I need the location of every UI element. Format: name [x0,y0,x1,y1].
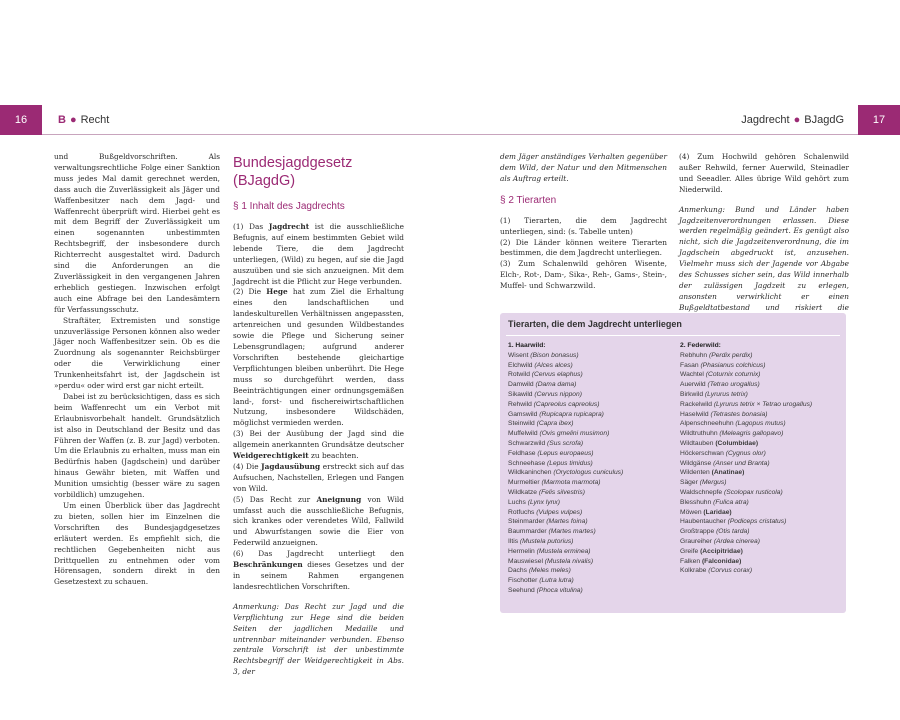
section-1-para-3: (3) Bei der Ausübung der Jagd sind die allgemein anerkannten Grundsätze deutscher Weidgerechtigkeit zu beachten. [233,429,404,461]
species-row [508,586,673,596]
species-name: Rebhuhn [680,351,710,359]
species-name: Fasan [680,361,701,369]
species-row [508,517,673,527]
species-row [508,478,673,488]
page-number-right: 17 [858,105,900,135]
species-scientific-name: (Lyrurus tetrix) [704,390,748,398]
section-2-para-2: (2) Die Länder können weitere Tierarten bestimmen, die dem Jagdrecht unterliegen. [500,237,667,258]
species-name: Wildtauben [680,439,716,447]
species-row [680,488,840,498]
species-row [508,380,673,390]
species-row [508,351,673,361]
species-scientific-name: (Capra ibex) [536,420,574,428]
section-2-para-1: (1) Tierarten, die dem Jagdrecht unterliegen, sind: (s. Tabelle unten) [500,215,667,236]
species-row [508,527,673,537]
species-name: Rotfuchs [508,508,537,516]
species-row [508,566,673,576]
species-row [680,478,840,488]
species-row [680,508,840,518]
species-name: Wildenten [680,469,712,477]
species-scientific-name: (Cygnus olor) [725,449,766,457]
species-row [680,449,840,459]
running-header-left [58,105,109,135]
species-family-name: (Columbidae) [715,439,759,447]
species-scientific-name: (Mergus) [699,479,727,487]
page-number-left: 16 [0,105,42,135]
species-row [508,429,673,439]
species-name: Feldhase [508,449,538,457]
species-name: Muffelwild [508,430,540,438]
species-name: Höckerschwan [680,449,726,457]
species-name: Falken [680,557,702,565]
species-scientific-name: (Meleagris gallopavo) [719,430,784,438]
species-row [680,410,840,420]
species-name: Baummarder [508,528,549,536]
species-scientific-name: (Lynx lynx) [527,498,560,506]
species-name: Möwen [680,508,704,516]
species-row [680,429,840,439]
species-row [680,566,840,576]
species-name: Kolkrabe [680,567,709,575]
species-scientific-name: (Bison bonasus) [530,351,579,359]
species-name: Luchs [508,498,528,506]
species-row [680,468,840,478]
species-scientific-name: (Ardea cinerea) [713,537,760,545]
species-name: Großtrappe [680,528,717,536]
species-row [680,547,840,557]
species-name: Sikawild [508,390,535,398]
species-scientific-name: (Podiceps cristatus) [727,518,787,526]
column-intro [54,152,220,588]
species-name: Graureiher [680,537,714,545]
species-name: Schwarzwild [508,439,548,447]
species-row [508,557,673,567]
species-row [680,537,840,547]
species-row [680,517,840,527]
chapter-letter: B [58,114,66,126]
species-row [680,557,840,567]
section-2-para-3: (3) Zum Schalenwild gehören Wisente, Elch-, Rot-, Dam-, Sika-, Reh-, Gams-, Stein-, Muffel- und Schwarzwild. [500,259,667,291]
species-scientific-name: (Mustela erminea) [536,547,591,555]
species-scientific-name: (Fulica atra) [713,498,749,506]
species-name: Hermelin [508,547,537,555]
species-scientific-name: (Oryctologus cuniculus) [553,469,624,477]
species-scientific-name: (Marmota marmota) [541,479,601,487]
section-1-para-1: (1) Das Jagdrecht ist die ausschließliche Befugnis, auf einem bestimmten Gebiet wild lebende Tiere, die dem Jagdrecht unterliegen, (Wild) zu hegen, auf sie die Jagd auszuüben und sie sich anzueignen. Mit dem Jagdrecht ist die Pflicht zur Hege verbunden. [233,222,404,286]
species-name: Steinmarder [508,518,547,526]
species-family-name: (Accipitridae) [700,547,743,555]
section-2-heading: § 2 Tierarten [500,194,557,206]
species-row [508,576,673,586]
species-name: Haubentaucher [680,518,728,526]
right-page [450,0,900,720]
species-scientific-name: (Vulpes vulpes) [536,508,583,516]
species-row [508,459,673,469]
species-scientific-name: (Capreolus capreolus) [533,400,600,408]
species-table-title: Tierarten, die dem Jagdrecht unterliegen [508,319,682,329]
intro-paragraph-1: und Bußgeldvorschriften. Als verwaltungsrechtliche Folge einer Sanktion muss jedes Mal damit gerechnet werden, dass auch die Zuverlässigkeit als Jäger und Waffenbesitzer nach dem Jagd- und Waffenrecht überprüft wird. Hierbei geht es mit dem Begriff der Zuverlässigkeit um einen sogenannten unbestimmten Rechtsbegriff, der insbesondere durch Richterrecht ausgestaltet wird. Dadurch sind die Anforderungen an die Zuverlässigkeit in den vergangenen Jahren erheblich gestiegen. Inzwischen erfolgt auch eine Abfrage bei den Landesämtern für Verfassungsschutz. [54,152,220,314]
species-scientific-name: (Perdix perdix) [709,351,753,359]
species-scientific-name: (Mustela putorius) [519,537,574,545]
species-name: Wildkatze [508,488,539,496]
column-section-2 [500,152,667,292]
header-rule-right [450,134,858,135]
species-row [508,361,673,371]
species-scientific-name: (Martes foina) [546,518,588,526]
species-name: Mauswiesel [508,557,545,565]
haarwild-column [508,341,673,596]
species-row [680,439,840,449]
species-row [680,527,840,537]
species-name: Wildkaninchen [508,469,554,477]
species-name: Fischotter [508,577,540,585]
species-scientific-name: (Alces alces) [534,361,573,369]
species-scientific-name: (Lepus timidus) [547,459,593,467]
species-name: Wildgänse [680,459,714,467]
column-section-1 [233,152,404,678]
running-header-right [741,105,844,135]
species-scientific-name: (Dama dama) [535,381,577,389]
species-scientific-name: (Anser und Branta) [713,459,770,467]
species-scientific-name: (Cervus nippon) [534,390,582,398]
species-row [508,498,673,508]
species-scientific-name: (Tetrastes bonasia) [710,410,768,418]
federwild-heading: 2. Federwild: [680,342,721,349]
section-1-para-6: (6) Das Jagdrecht unterliegt den Beschränkungen dieses Gesetzes und der in seinem Rahmen ergangenen landesrechtlichen Vorschriften. [233,549,404,591]
section-1-heading: § 1 Inhalt des Jagdrechts [233,201,345,212]
species-scientific-name: (Cervus elaphus) [531,371,583,379]
species-scientific-name: (Lyrurus tetrix × Tetrao urogallus) [713,400,813,408]
species-name: Wachtel [680,371,706,379]
species-table [500,313,846,613]
section-1-para-4: (4) Die Jagdausübung erstreckt sich auf das Aufsuchen, Nachstellen, Erlegen und Fangen von Wild. [233,461,405,493]
section-1-note: Anmerkung: Das Recht zur Jagd und die Verpflichtung zur Hege sind die beiden Seiten der jagdlichen Medaille und untrennbar miteinander verbunden. Ebenso zentrale Vorschrift ist der unbestimmte Rechtsbegriff der Weidgerechtigkeit in Abs. 3, der [233,601,404,677]
right-chapter-title: Jagdrecht [741,114,790,126]
species-row [508,439,673,449]
species-row [508,547,673,557]
species-name: Murmeltier [508,479,542,487]
species-name: Rehwild [508,400,534,408]
species-family-name: (Anatinae) [711,469,745,477]
species-name: Seehund [508,586,537,594]
federwild-column [680,341,840,576]
species-name: Wildtruthuhn [680,430,720,438]
species-row [508,419,673,429]
species-name: Rackelwild [680,400,714,408]
species-name: Alpenschneehuhn [680,420,736,428]
bullet-icon: ● [69,114,77,126]
section-2-para-4: (4) Zum Hochwild gehören Schalenwild außer Rehwild, ferner Auerwild, Steinadler und Seeadler. Alles übrige Wild gehört zum Niederwild. [679,152,849,194]
species-scientific-name: (Meles meles) [528,567,571,575]
species-row [508,400,673,410]
species-scientific-name: (Phoca vitulina) [536,586,583,594]
species-name: Wisent [508,351,531,359]
species-name: Blesshuhn [680,498,714,506]
species-row [508,410,673,420]
species-family-name: (Falconidae) [701,557,742,565]
species-scientific-name: (Mustela nivalis) [544,557,594,565]
species-scientific-name: (Otis tarda) [716,528,750,536]
species-table-rule [506,335,840,336]
species-row [508,370,673,380]
species-scientific-name: (Lutra lutra) [539,577,574,585]
note-continuation: dem Jäger anständiges Verhalten gegenüber dem Wild, der Natur und den Mitmenschen als Auftrag erteilt. [500,152,667,183]
species-name: Iltis [508,537,520,545]
species-name: Waldschnepfe [680,488,724,496]
haarwild-heading: 1. Haarwild: [508,342,546,349]
species-row [508,488,673,498]
header-rule-left [42,134,450,135]
species-scientific-name: (Tetrao urogallus) [707,381,760,389]
species-name: Auerwild [680,381,708,389]
species-row [680,370,840,380]
species-scientific-name: (Coturnix coturnix) [705,371,761,379]
species-row [680,361,840,371]
species-row [680,400,840,410]
right-section: BJagdG [804,114,844,126]
species-name: Säger [680,479,700,487]
column-section-2-cont [679,152,849,325]
species-row [508,449,673,459]
species-row [680,380,840,390]
species-name: Greife [680,547,701,555]
species-row [680,419,840,429]
species-scientific-name: (Sus scrofa) [547,439,584,447]
species-name: Steinwild [508,420,537,428]
section-1-para-5: (5) Das Recht zur Aneignung von Wild umfasst auch die ausschließliche Befugnis, sich krankes oder verendetes Wild, Fallwild und Abwurfstangen sowie die Eier von Federwild anzueignen. [233,494,404,548]
species-family-name: (Laridae) [703,508,732,516]
species-scientific-name: (Lepus europaeus) [537,449,594,457]
species-name: Rotwild [508,371,532,379]
species-name: Schneehase [508,459,548,467]
species-name: Gamswild [508,410,540,418]
species-scientific-name: (Martes martes) [548,528,596,536]
species-name: Dachs [508,567,529,575]
species-scientific-name: (Phasianus colchicus) [700,361,766,369]
species-scientific-name: (Felis silvestris) [538,488,585,496]
species-name: Birkwild [680,390,705,398]
species-name: Haselwild [680,410,711,418]
species-row [680,390,840,400]
section-1-para-2: (2) Die Hege hat zum Ziel die Erhaltung eines den landschaftlichen und landeskulturellen Verhältnissen angepassten, artenreichen und gesunden Wildbestandes sowie die Pflege und Sicherung seiner Lebensgrundlagen; aufgrund anderer Vorschriften bestehende gleichartige Verpflichtungen bleiben unberührt. Die Hege muss so durchgeführt werden, dass Beeinträchtigungen einer ordnungsgemäßen land-, forst- und fischereiwirtschaftlichen Nutzung, insbesondere Wildschäden, möglichst vermieden werden. [233,287,404,428]
species-row [508,390,673,400]
species-scientific-name: (Ovis gmelini musimon) [539,430,610,438]
species-row [680,459,840,469]
section-2-note: Anmerkung: Bund und Länder haben Jagdzeitenverordnungen erlassen. Diese werden regelmäßig geändert. Es genügt also nicht, sich die Jagdzeitenverordnung, die im Jagdschein abgedruckt ist, anzusehen. Vielmehr muss sich der Jagende vor Abgabe des Schusses sicher sein, das Wild innerhalb der zulässigen Jagdzeit zu erlegen, ansonsten verwirklicht er einen Bußgeldtatbestand und riskiert die [679,204,849,312]
law-title: Bundesjagdgesetz (BJagdG) [233,155,353,189]
species-name: Elchwild [508,361,535,369]
intro-paragraph-2: Straftäter, Extremisten und sonstige unzuverlässige Personen können also weder Jäger noch Waffenbesitzer sein. Ob es die Zuordnung als sogenannter Reichsbürger oder die Verwirklichung einer Trunkenheitsfahrt ist, der Jagdschein ist »perdu« oder wird erst gar nicht erteilt. [54,315,220,391]
species-row [680,351,840,361]
species-scientific-name: (Rupicapra rupicapra) [539,410,604,418]
species-scientific-name: (Scolopax rusticola) [724,488,783,496]
species-scientific-name: (Lagopus mutus) [735,420,786,428]
species-scientific-name: (Corvus corax) [708,567,753,575]
bullet-icon: ● [793,114,801,126]
species-row [508,537,673,547]
intro-paragraph-4: Um einen Überblick über das Jagdrecht zu bieten, sollen hier im Einzelnen die Vorschriften des Bundesjagdgesetzes erläutert werden. Es empfiehlt sich, die rechtlichen Gegebenheiten nicht aus Drittquellen zu entnehmen oder vom Hörensagen, sondern direkt in den Gesetzestext zu schauen. [54,501,220,587]
species-row [680,498,840,508]
intro-paragraph-3: Dabei ist zu berücksichtigen, dass es sich beim Waffenrecht um ein Verbot mit Erlaubnisvorbehalt handelt. Grundsätzlich ist also in Deutschland der Besitz und das Führen der Waffen (z. B. zur Jagd) verboten. Um die Erlaubnis zu erhalten, muss man ein Bedürfnis haben (Jagdschein) und darüber hinaus Gewähr bieten, mit Waffen und Munition umsichtig (besser wäre zu sagen vorbildlich) umzugehen. [54,391,220,500]
species-row [508,468,673,478]
species-name: Damwild [508,381,536,389]
species-row [508,508,673,518]
chapter-title: Recht [80,114,110,126]
